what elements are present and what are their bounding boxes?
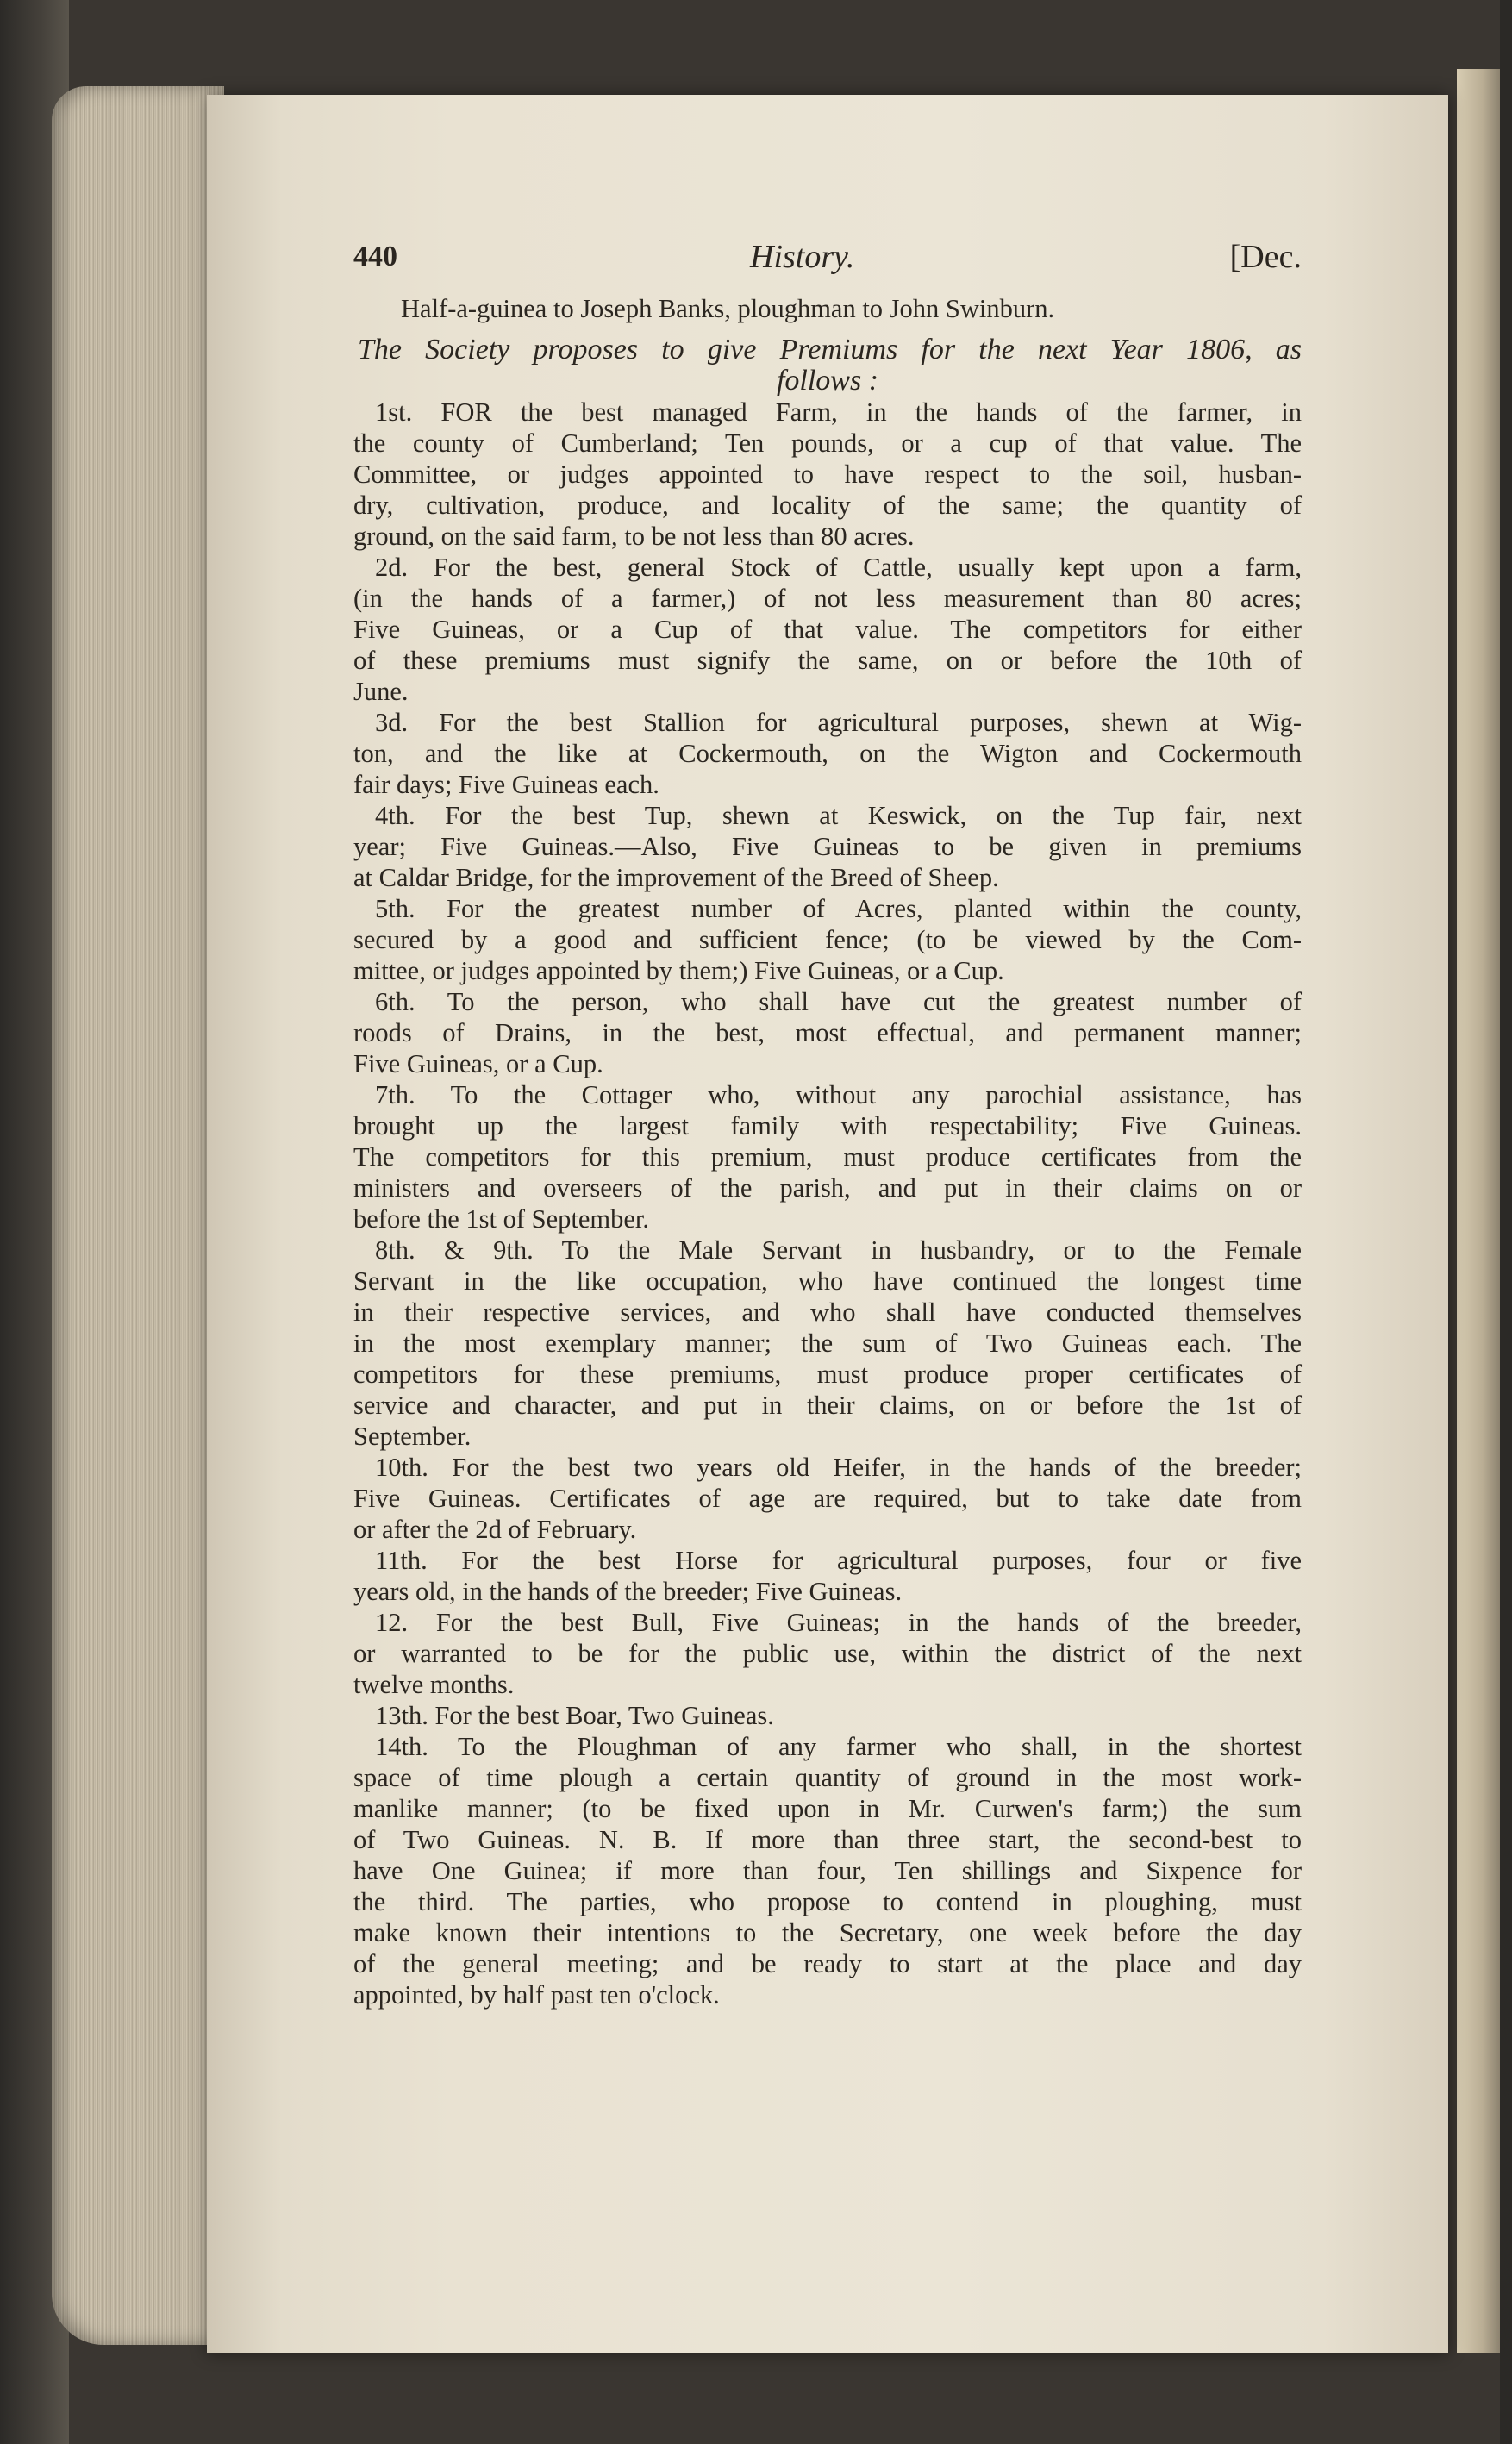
text-line: Five Guineas. Certificates of age are required, but to take date from <box>353 1484 1302 1513</box>
text-line: brought up the largest family with respectability; Five Guineas. <box>353 1111 1302 1141</box>
text-line: Five Guineas, or a Cup of that value. The competitors for either <box>353 615 1302 644</box>
text-line: Servant in the like occupation, who have continued the longest time <box>353 1266 1302 1296</box>
text-line: 4th. For the best Tup, shewn at Keswick, on the Tup fair, next <box>375 801 1302 830</box>
text-line: year; Five Guineas.—Also, Five Guineas to be given in premiums <box>353 832 1302 861</box>
text-line: have One Guinea; if more than four, Ten shillings and Sixpence for <box>353 1856 1302 1885</box>
text-line: the county of Cumberland; Ten pounds, or a cup of that value. The <box>353 428 1302 458</box>
month-label: [Dec. <box>1229 239 1302 275</box>
text-line: in their respective services, and who shall have conducted themselves <box>353 1297 1302 1327</box>
running-head: History. <box>750 239 855 275</box>
dark-background-right <box>1500 0 1512 2444</box>
text-line: years old, in the hands of the breeder; Five Guineas. <box>353 1577 903 1606</box>
text-line: The Society proposes to give Premiums for the next Year 1806, as <box>358 334 1302 366</box>
text-line: Committee, or judges appointed to have respect to the soil, husban- <box>353 459 1302 489</box>
text-line: secured by a good and sufficient fence; (to be viewed by the Com- <box>353 925 1302 954</box>
text-line: ground, on the said farm, to be not less than 80 acres. <box>353 522 915 551</box>
text-line: manlike manner; (to be fixed upon in Mr. Curwen's farm;) the sum <box>353 1794 1302 1823</box>
text-line: twelve months. <box>353 1670 515 1699</box>
text-line: 14th. To the Ploughman of any farmer who shall, in the shortest <box>375 1732 1302 1761</box>
text-line: make known their intentions to the Secretary, one week before the day <box>353 1918 1302 1947</box>
text-line: The competitors for this premium, must produce certificates from the <box>353 1142 1302 1172</box>
text-line: roods of Drains, in the best, most effectual, and permanent manner; <box>353 1018 1302 1047</box>
text-line: ministers and overseers of the parish, and put in their claims on or <box>353 1173 1302 1203</box>
text-line: of the general meeting; and be ready to start at the place and day <box>353 1949 1302 1978</box>
text-line: 2d. For the best, general Stock of Cattle, usually kept upon a farm, <box>375 553 1302 582</box>
text-line: 10th. For the best two years old Heifer, in the hands of the breeder; <box>375 1453 1302 1482</box>
text-line: the third. The parties, who propose to contend in ploughing, must <box>353 1887 1302 1916</box>
text-line: 3d. For the best Stallion for agricultural purposes, shewn at Wig- <box>375 708 1302 737</box>
page-number: 440 <box>353 241 397 272</box>
text-line: 8th. & 9th. To the Male Servant in husbandry, or to the Female <box>375 1235 1302 1265</box>
text-line: mittee, or judges appointed by them;) Five Guineas, or a Cup. <box>353 956 1004 985</box>
text-line: or warranted to be for the public use, within the district of the next <box>353 1639 1302 1668</box>
text-line: 5th. For the greatest number of Acres, planted within the county, <box>375 894 1302 923</box>
text-line: of Two Guineas. N. B. If more than three start, the second-best to <box>353 1825 1302 1854</box>
text-line: at Caldar Bridge, for the improvement of the Breed of Sheep. <box>353 863 999 892</box>
text-line: 11th. For the best Horse for agricultural purposes, four or five <box>375 1546 1302 1575</box>
text-line: before the 1st of September. <box>353 1204 650 1234</box>
text-line: 13th. For the best Boar, Two Guineas. <box>375 1701 774 1730</box>
text-line: service and character, and put in their claims, on or before the 1st of <box>353 1391 1302 1420</box>
text-line: Half-a-guinea to Joseph Banks, ploughman to John Swinburn. <box>401 294 1055 323</box>
text-line: 7th. To the Cottager who, without any parochial assistance, has <box>375 1080 1302 1109</box>
text-line: appointed, by half past ten o'clock. <box>353 1980 720 2010</box>
text-line: dry, cultivation, produce, and locality of the same; the quantity of <box>353 491 1302 520</box>
text-line: 6th. To the person, who shall have cut the greatest number of <box>375 987 1302 1016</box>
text-line: in the most exemplary manner; the sum of Two Guineas each. The <box>353 1328 1302 1358</box>
book-page-edges <box>52 86 224 2345</box>
text-line: (in the hands of a farmer,) of not less measurement than 80 acres; <box>353 584 1302 613</box>
text-line: ton, and the like at Cockermouth, on the Wigton and Cockermouth <box>353 739 1302 768</box>
text-line: 1st. FOR the best managed Farm, in the hands of the farmer, in <box>375 397 1302 427</box>
text-line: space of time plough a certain quantity of ground in the most work- <box>353 1763 1302 1792</box>
text-line: Five Guineas, or a Cup. <box>353 1049 603 1078</box>
page-text <box>353 241 1302 2010</box>
text-line: September. <box>353 1422 472 1451</box>
text-line: or after the 2d of February. <box>353 1515 637 1544</box>
page-header <box>353 241 1302 293</box>
text-line: 12. For the best Bull, Five Guineas; in the hands of the breeder, <box>375 1608 1302 1637</box>
opposite-page-edge <box>1457 69 1500 2353</box>
text-line: fair days; Five Guineas each. <box>353 770 659 799</box>
text-line: competitors for these premiums, must produce proper certificates of <box>353 1360 1302 1389</box>
text-line: of these premiums must signify the same, on or before the 10th of <box>353 646 1302 675</box>
text-line: follows : <box>776 365 879 397</box>
text-line: June. <box>353 677 409 706</box>
